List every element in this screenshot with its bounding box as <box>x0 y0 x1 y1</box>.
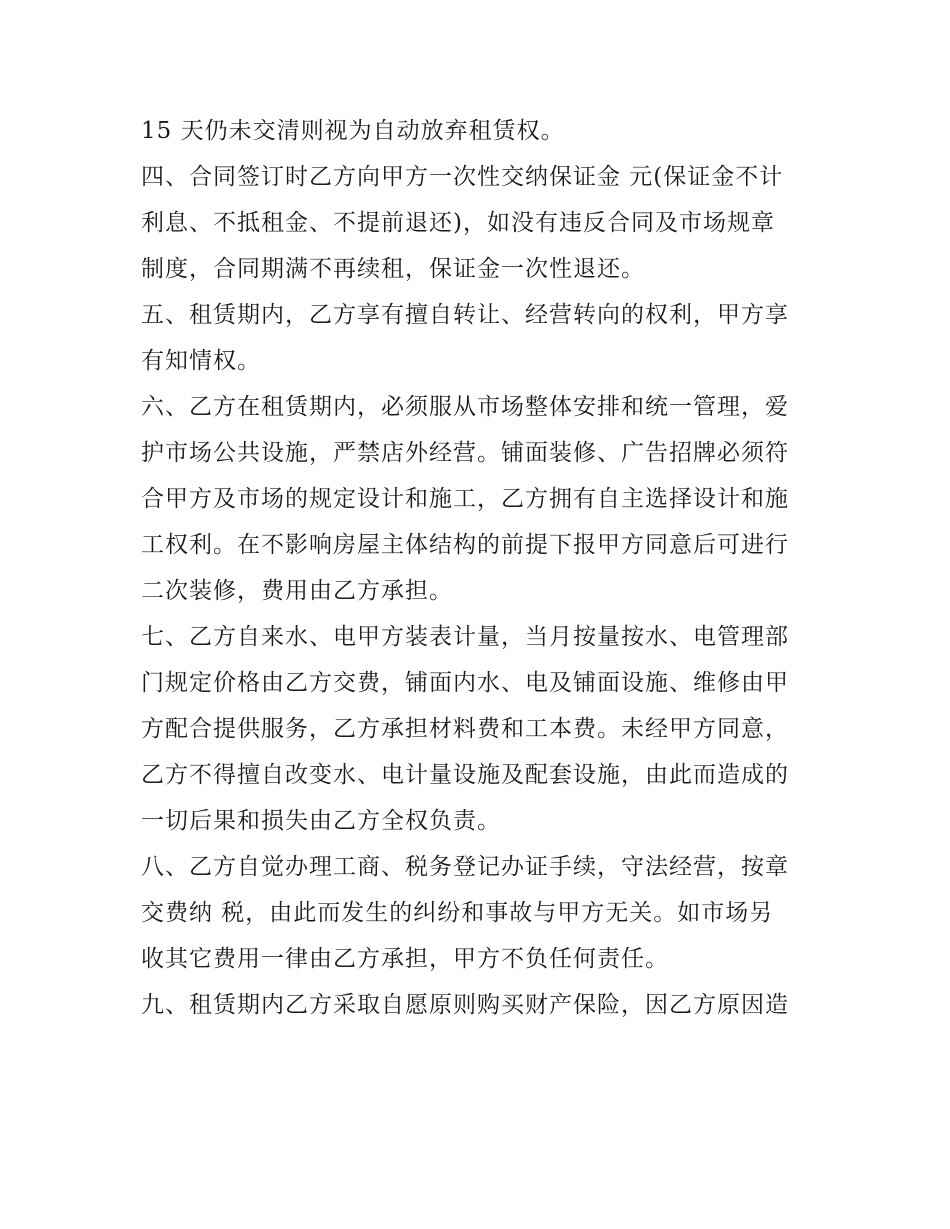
text-line: 交费纳 税，由此而发生的纠纷和事故与甲方无关。如市场另 <box>141 900 774 926</box>
text-line: 利息、不抵租金、不提前退还)，如没有违反合同及市场规章 <box>141 210 775 236</box>
text-line: 九、租赁期内乙方采取自愿原则购买财产保险，因乙方原因造 <box>141 992 789 1018</box>
text-line: 有知情权。 <box>141 348 261 374</box>
text-line: 四、合同签订时乙方向甲方一次性交纳保证金 元(保证金不计 <box>141 164 784 190</box>
text-line: 一切后果和损失由乙方全权负责。 <box>141 808 501 834</box>
text-line: 收其它费用一律由乙方承担，甲方不负任何责任。 <box>141 946 669 972</box>
text-line: 七、乙方自来水、电甲方装表计量，当月按量按水、电管理部 <box>141 624 789 650</box>
text-line: 15 天仍未交清则视为自动放弃租赁权。 <box>141 118 565 144</box>
paragraph-clause-4 <box>141 154 821 292</box>
paragraph-clause-9 <box>141 982 821 1028</box>
text-line: 五、租赁期内，乙方享有擅自转让、经营转向的权利，甲方享 <box>141 302 789 328</box>
text-line: 门规定价格由乙方交费，铺面内水、电及铺面设施、维修由甲 <box>141 670 789 696</box>
paragraph-clause-5 <box>141 292 821 384</box>
paragraph-clause-7 <box>141 614 821 844</box>
text-line: 方配合提供服务，乙方承担材料费和工本费。未经甲方同意， <box>141 716 789 742</box>
text-line: 八、乙方自觉办理工商、税务登记办证手续，守法经营，按章 <box>141 854 789 880</box>
text-line: 六、乙方在租赁期内，必须服从市场整体安排和统一管理，爱 <box>141 394 789 420</box>
text-line: 合甲方及市场的规定设计和施工，乙方拥有自主选择设计和施 <box>141 486 789 512</box>
text-line: 工权利。在不影响房屋主体结构的前提下报甲方同意后可进行 <box>141 532 789 558</box>
paragraph-clause-6 <box>141 384 821 614</box>
text-line: 二次装修，费用由乙方承担。 <box>141 578 453 604</box>
text-line: 制度，合同期满不再续租，保证金一次性退还。 <box>141 256 645 282</box>
paragraph-continuation <box>141 108 821 154</box>
contract-body-text <box>141 108 821 1028</box>
paragraph-clause-8 <box>141 844 821 982</box>
text-line: 护市场公共设施，严禁店外经营。铺面装修、广告招牌必须符 <box>141 440 789 466</box>
text-line: 乙方不得擅自改变水、电计量设施及配套设施，由此而造成的 <box>141 762 789 788</box>
